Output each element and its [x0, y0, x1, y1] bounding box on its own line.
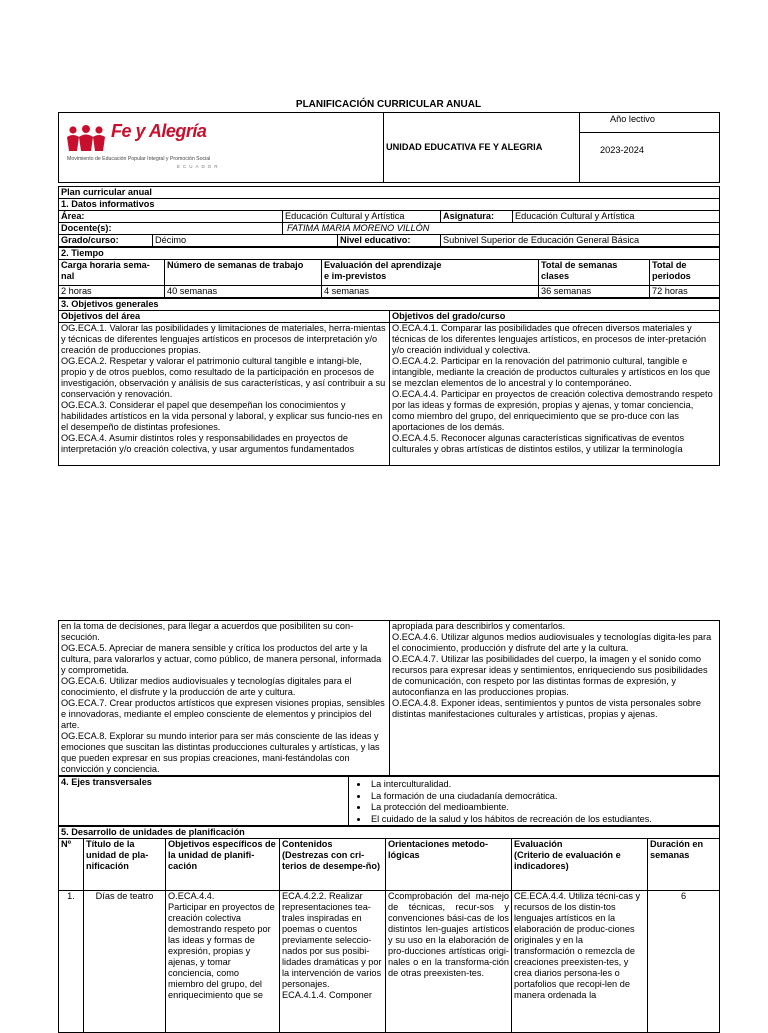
people-logo-icon [67, 125, 105, 151]
unidad-numero: 1. [59, 891, 84, 1033]
nivel-label: Nivel educativo: [338, 235, 441, 247]
unidad-orientaciones: Ccomprobación del ma-nejo de técnicas, recur-sos y convenciones bási-cas de los distintos len-guajes artísticos y su uso en la elaboración de pro-ducciones artísticas origi-nales o en la transforma-ción de otras preexisten-tes. [386, 891, 512, 1033]
header-duracion: Duración en semanas [648, 839, 720, 891]
logo-name: Fe y Alegría [111, 121, 207, 141]
objetivos-continued-table [58, 620, 720, 776]
nivel-value: Subnivel Superior de Educación General Básica [441, 235, 720, 247]
datos-section: 1. Datos informativos [59, 199, 720, 211]
header-objetivos: Objetivos específicos de la unidad de planifi-cación [166, 839, 280, 891]
header-numero: Nº [59, 839, 84, 891]
semanas-trabajo-header: Número de semanas de trabajo [165, 260, 322, 286]
unidad-duracion: 6 [648, 891, 720, 1033]
logo-country: ECUADOR [177, 164, 221, 169]
objetivos-section: 3. Objetivos generales [59, 299, 720, 311]
asignatura-label: Asignatura: [441, 211, 513, 223]
unidades-table [58, 826, 720, 1033]
docente-value: FATIMA MARIA MORENO VILLÓN [283, 223, 720, 235]
carga-horaria-header: Carga horaria sema-nal [59, 260, 165, 286]
objetivos-area-text-continued: en la toma de decisiones, para llegar a acuerdos que posibiliten su con-secución. OG.ECA.5. Apreciar de manera sensible y crítica los productos del arte y la cultura, para valorarlos y actuar, como público, de manera personal, informada y comprometida. OG.ECA.6. Utilizar medios audiovisuales y tecnologías digitales para el conocimiento, el disfrute y la producción de arte y cultura. OG.ECA.7. Crear productos artísticos que expresen visiones propias, sensibles e innovadoras, mediante el empleo consciente de elementos y principios del arte. OG.ECA.8. Explorar su mundo interior para ser más consciente de las ideas y emociones que suscitan las distintas producciones culturales y artísticas, y las que pueden expresar en sus propias creaciones, mani-festándolas con convicción y conciencia. [59, 621, 390, 776]
tiempo-section: 2. Tiempo [59, 248, 720, 260]
carga-horaria-value: 2 horas [59, 286, 165, 298]
eje-item: • La protección del medioambiente. [369, 802, 717, 814]
year-label: Año lectivo [580, 113, 719, 133]
logo-subtitle: Movimiento de Educación Popular Integral y Promoción Social [67, 156, 211, 162]
year-value: 2023-2024 [600, 145, 644, 155]
tiempo-table [58, 247, 720, 298]
year-cell [580, 113, 720, 183]
evaluacion-imprevistos-header: Evaluación del aprendizaje e im-previstos [322, 260, 539, 286]
header-orientaciones: Orientaciones metodo-lógicas [386, 839, 512, 891]
eje-item: • La formación de una ciudadanía democrática. [369, 791, 717, 803]
grado-value: Décimo [153, 235, 338, 247]
eje-item: • La interculturalidad. [369, 779, 717, 791]
asignatura-value: Educación Cultural y Artística [513, 211, 720, 223]
grado-label: Grado/curso: [59, 235, 153, 247]
unidades-section: 5. Desarrollo de unidades de planificación [59, 827, 720, 839]
objetivos-table [58, 298, 720, 466]
total-semanas-value: 36 semanas [539, 286, 650, 298]
fe-y-alegria-logo [59, 113, 383, 181]
document-title: PLANIFICACIÓN CURRICULAR ANUAL [295, 99, 482, 110]
total-periodos-header: Total de periodos [650, 260, 720, 286]
objetivos-grado-text: O.ECA.4.1. Comparar las posibilidades que ofrecen diversos materiales y técnicas de los diferentes lenguajes artísticos, en procesos de inter-pretación y/o creación individual y colectiva. O.ECA.4.2. Participar en la renovación del patrimonio cultural, tangible e intangible, mediante la creación de productos culturales y artísticos en los que se mezclan elementos de lo ancestral y lo contemporáneo. O.ECA.4.4. Participar en proyectos de creación colectiva demostrando respeto por las ideas y formas de expresión, propias y ajenas, y tomar conciencia, como miembro del grupo, del enriquecimiento que se pro-duce con las aportaciones de los demás. O.ECA.4.5. Reconocer algunas características significativas de eventos culturales y obras artísticas de distintos estilos, y utilizar la terminología [390, 323, 720, 466]
ejes-list-cell [349, 777, 720, 826]
logo-cell [59, 113, 384, 183]
plan-label: Plan curricular anual [59, 187, 720, 199]
table-row [59, 891, 720, 1033]
unidad-contenidos: ECA.4.2.2. Realizar representaciones tea-trales inspiradas en poemas o cuentos previamente seleccio-nados por sus posibi-lidades dramáticas y por la intervención de varios personajes. ECA.4.1.4. Componer [280, 891, 386, 1033]
unidad-titulo: Días de teatro [84, 891, 166, 1033]
objetivos-area-header: Objetivos del área [59, 311, 390, 323]
ejes-table [58, 776, 720, 826]
area-value: Educación Cultural y Artística [283, 211, 441, 223]
header-evaluacion: Evaluación (Criterio de evaluación e indicadores) [512, 839, 648, 891]
objetivos-area-text: OG.ECA.1. Valorar las posibilidades y limitaciones de materiales, herra-mientas y técnicas de diferentes lenguajes artísticos en procesos de interpretación y/o creación de producciones propias. OG.ECA.2. Respetar y valorar el patrimonio cultural tangible e intangi-ble, propio y de otros pueblos, como resultado de la participación en procesos de investigación, observación y análisis de sus características, y así contribuir a su conservación y renovación. OG.ECA.3. Considerar el papel que desempeñan los conocimientos y habilidades artísticos en la vida personal y laboral, y explicar sus funcio-nes en el desempeño de distintas profesiones. OG.ECA.4. Asumir distintos roles y responsabilidades en proyectos de interpretación y/o creación colectiva, y usar argumentos fundamentados [59, 323, 390, 466]
docente-label: Docente(s): [59, 223, 283, 235]
page-1 [58, 112, 719, 466]
area-label: Área: [59, 211, 283, 223]
semanas-trabajo-value: 40 semanas [165, 286, 322, 298]
page-2 [58, 620, 719, 1033]
objetivos-grado-header: Objetivos del grado/curso [390, 311, 720, 323]
institution-name: UNIDAD EDUCATIVA FE Y ALEGRIA [384, 113, 580, 183]
header-table [58, 112, 720, 183]
unidad-evaluacion: CE.ECA.4.4. Utiliza técni-cas y recursos de los distin-tos lenguajes artísticos en la elaboración de produc-ciones originales y en la transformación o remezcla de creaciones preexisten-tes, y crea diarios persona-les o portafolios que recopi-len de manera ordenada la [512, 891, 648, 1033]
eje-item: • El cuidado de la salud y los hábitos de recreación de los estudiantes. [369, 814, 717, 826]
ejes-section: 4. Ejes transversales [59, 777, 349, 826]
total-semanas-header: Total de semanas clases [539, 260, 650, 286]
header-titulo: Título de la unidad de pla-nificación [84, 839, 166, 891]
header-contenidos: Contenidos (Destrezas con cri-terios de desempe-ño) [280, 839, 386, 891]
total-periodos-value: 72 horas [650, 286, 720, 298]
unidad-objetivos: O.ECA.4.4. Participar en proyectos de creación colectiva demostrando respeto por las ideas y formas de expresión, propias y ajenas, y tomar conciencia, como miembro del grupo, del enriquecimiento que se [166, 891, 280, 1033]
datos-table [58, 186, 720, 247]
objetivos-grado-text-continued: apropiada para describirlos y comentarlos. O.ECA.4.6. Utilizar algunos medios audiovisuales y tecnologías digita-les para el conocimiento, producción y disfrute del arte y la cultura. O.ECA.4.7. Utilizar las posibilidades del cuerpo, la imagen y el sonido como recursos para expresar ideas y sentimientos, enriqueciendo sus posibilidades de comunicación, con respeto por las distintas formas de expresión, y autoconfianza en las producciones propias. O.ECA.4.8. Exponer ideas, sentimientos y puntos de vista personales sobre distintas manifestaciones culturales y artísticas, propias y ajenas. [390, 621, 720, 776]
ejes-list [351, 779, 717, 825]
evaluacion-imprevistos-value: 4 semanas [322, 286, 539, 298]
